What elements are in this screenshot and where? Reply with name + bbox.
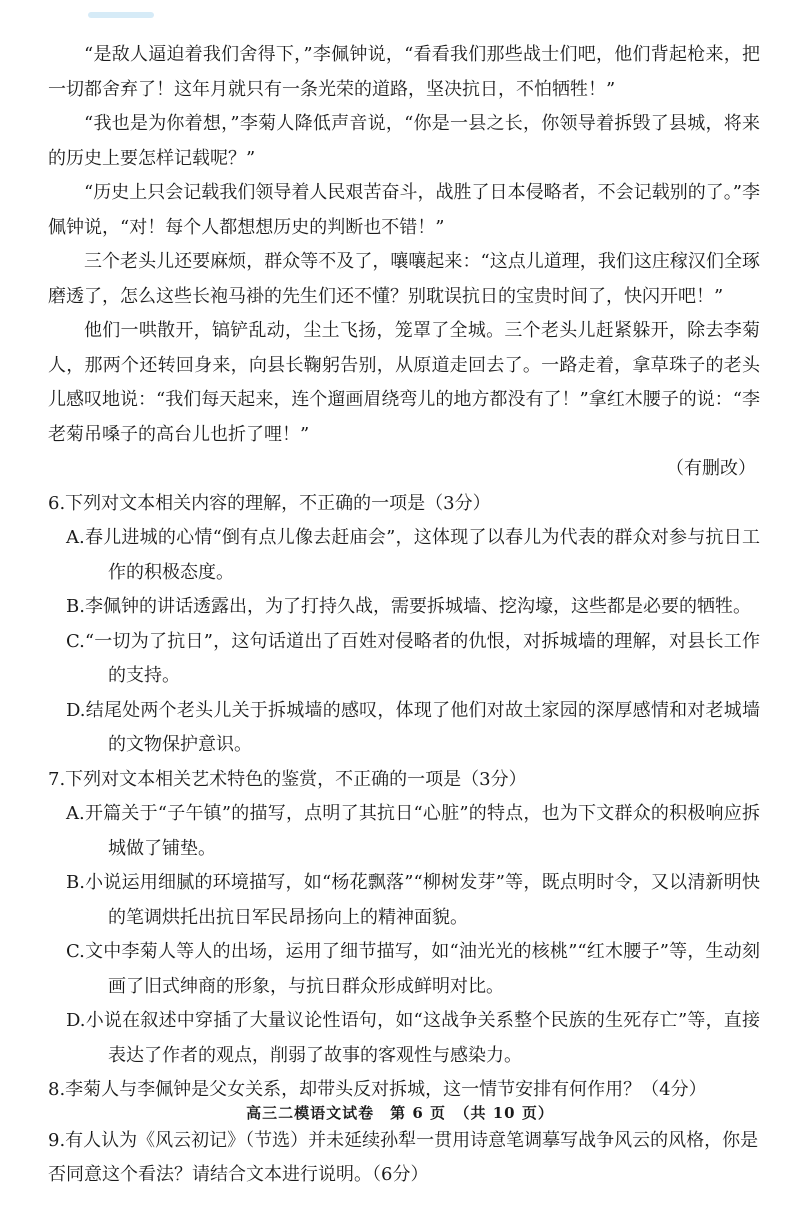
option-d: D.小说在叙述中穿插了大量议论性语句，如“这战争关系整个民族的生死存亡”等，直接表达了作者的观点，削弱了故事的客观性与感染力。 <box>66 1010 760 1066</box>
question-6 <box>48 487 760 763</box>
option-c: C.“一切为了抗日”，这句话道出了百姓对侵略者的仇恨，对拆城墙的理解，对县长工作的支持。 <box>66 630 760 686</box>
option-b: B.李佩钟的讲话透露出，为了打持久战，需要拆城墙、挖沟壕，这些都是必要的牺牲。 <box>66 596 751 617</box>
question-stem: 7.下列对文本相关艺术特色的鉴赏，不正确的一项是（3分） <box>48 768 527 790</box>
scan-mark <box>88 12 154 18</box>
question-7 <box>48 763 760 1074</box>
page-footer: 高三二模语文试卷 第 6 页 （共 10 页） <box>246 1104 554 1122</box>
question-8: 8.李菊人与李佩钟是父女关系，却带头反对拆城，这一情节安排有何作用？（4分） <box>48 1079 707 1100</box>
passage-paragraph: “历史上只会记载我们领导着人民艰苦奋斗，战胜了日本侵略者，不会记载别的了。”李佩钟说，“对！每个人都想想历史的判断也不错！” <box>48 182 760 238</box>
option-a: A.开篇关于“子午镇”的描写，点明了其抗日“心脏”的特点，也为下文群众的积极响应拆城做了铺垫。 <box>66 803 760 859</box>
question-9: 9.有人认为《风云初记》（节选）并未延续孙犁一贯用诗意笔调摹写战争风云的风格，你是否同意这个看法？请结合文本进行说明。（6分） <box>48 1129 759 1185</box>
passage-paragraph: “我也是为你着想，”李菊人降低声音说，“你是一县之长，你领导着拆毁了县城，将来的历史上要怎样记载呢？” <box>48 113 760 169</box>
passage-paragraph: 三个老头儿还要麻烦，群众等不及了，嚷嚷起来：“这点儿道理，我们这庄稼汉们全琢磨透了，怎么这些长袍马褂的先生们还不懂？别耽误抗日的宝贵时间了，快闪开吧！” <box>48 251 760 307</box>
question-stem: 6.下列对文本相关内容的理解，不正确的一项是（3分） <box>48 492 491 514</box>
option-c: C.文中李菊人等人的出场，运用了细节描写，如“油光光的核桃”“红木腰子”等，生动刻画了旧式绅商的形象，与抗日群众形成鲜明对比。 <box>66 941 760 997</box>
exam-page <box>48 38 760 1193</box>
passage-paragraph: “是敌人逼迫着我们舍得下，”李佩钟说，“看看我们那些战士们吧，他们背起枪来，把一切都舍弃了！这年月就只有一条光荣的道路，坚决抗日，不怕牺牲！” <box>48 44 760 100</box>
option-b: B.小说运用细腻的环境描写，如“杨花飘落”“柳树发芽”等，既点明时令，又以清新明快的笔调烘托出抗日军民昂扬向上的精神面貌。 <box>66 872 760 928</box>
option-a: A.春儿进城的心情“倒有点儿像去赶庙会”，这体现了以春儿为代表的群众对参与抗日工作的积极态度。 <box>66 527 760 583</box>
option-d: D.结尾处两个老头儿关于拆城墙的感叹，体现了他们对故土家园的深厚感情和对老城墙的文物保护意识。 <box>66 699 760 755</box>
source-note: （有删改） <box>666 458 756 479</box>
passage-paragraph: 他们一哄散开，镐铲乱动，尘土飞扬，笼罩了全城。三个老头儿赶紧躲开，除去李菊人，那两个还转回身来，向县长鞠躬告别，从原道走回去了。一路走着，拿草珠子的老头儿感叹地说：“我们每天起来，连个遛画眉绕弯儿的地方都没有了！”拿红木腰子的说：“李老菊吊嗓子的高台儿也折了哩！” <box>48 320 760 445</box>
